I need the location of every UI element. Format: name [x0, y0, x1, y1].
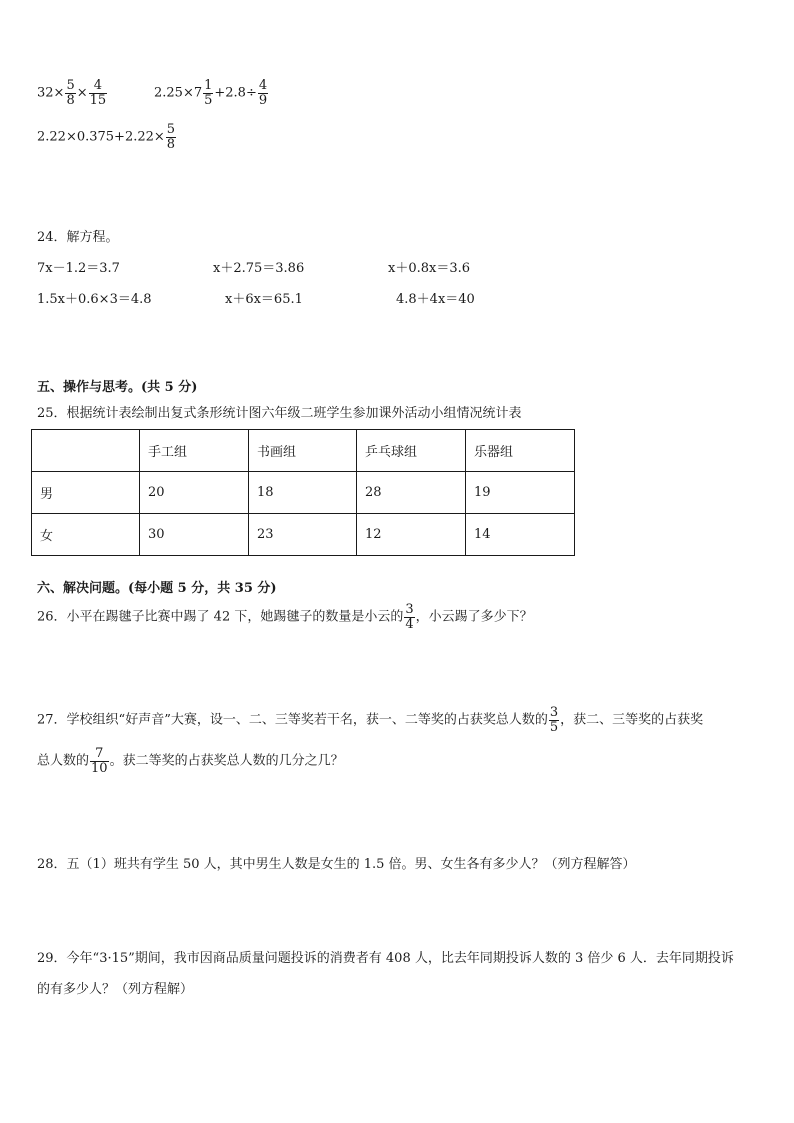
numerator: 3 [549, 705, 559, 720]
section-6-heading: 六、解决问题。(每小题 5 分，共 35 分) [37, 581, 277, 596]
numerator: 3 [405, 602, 414, 617]
table-cell [32, 430, 140, 472]
fraction [166, 123, 176, 151]
denominator: 8 [66, 92, 75, 108]
question-24-title: 24．解方程。 [37, 230, 119, 245]
denominator: 5 [204, 92, 213, 108]
stats-table [31, 429, 575, 556]
table-cell: 18 [249, 472, 357, 514]
table-cell: 乐器组 [466, 430, 575, 472]
equation: x＋6x＝65.1 [225, 292, 303, 307]
fraction [549, 706, 559, 734]
table-row [32, 514, 575, 556]
question-25: 25．根据统计表绘制出复式条形统计图六年级二班学生参加课外活动小组情况统计表 [37, 406, 522, 421]
equation: 1.5x＋0.6×3＝4.8 [37, 292, 152, 307]
question-27-line-1 [37, 706, 703, 734]
table-cell: 14 [466, 514, 575, 556]
equation: x＋0.8x＝3.6 [388, 261, 471, 276]
table-cell: 12 [357, 514, 466, 556]
expr-text: 2.22×0.375+2.22× [37, 129, 165, 145]
equation: 7x－1.2＝3.7 [37, 261, 120, 276]
fraction [203, 79, 213, 107]
table-cell: 男 [32, 472, 140, 514]
denominator: 8 [166, 136, 176, 152]
question-29-line-2: 的有多少人？（列方程解） [37, 982, 194, 997]
denominator: 10 [91, 760, 108, 776]
table-row [32, 472, 575, 514]
numerator: 5 [166, 122, 176, 137]
question-28: 28．五（1）班共有学生 50 人，其中男生人数是女生的 1.5 倍。男、女生各有多少人？（列方程解答） [37, 857, 636, 872]
numerator: 4 [89, 79, 108, 94]
fraction [65, 79, 75, 107]
equation: x＋2.75＝3.86 [213, 261, 305, 276]
numerator: 5 [66, 78, 75, 93]
table-cell: 19 [466, 472, 575, 514]
fraction [258, 79, 268, 107]
table-cell: 20 [140, 472, 249, 514]
question-text: 27．学校组织“好声音”大赛，设一、二、三等奖若干名，获一、二等奖的占获奖总人数的 [37, 712, 548, 728]
question-text: ，获二、三等奖的占获奖 [560, 712, 704, 728]
denominator: 15 [89, 92, 107, 108]
table-cell: 23 [249, 514, 357, 556]
table-cell: 手工组 [140, 430, 249, 472]
question-29-line-1: 29．今年“3·15”期间，我市因商品质量问题投诉的消费者有 408 人，比去年同期投诉人数的 3 倍少 6 人．去年同期投诉 [37, 951, 734, 966]
section-5-heading: 五、操作与思考。(共 5 分) [37, 380, 198, 395]
table-cell: 乒乓球组 [357, 430, 466, 472]
question-26 [37, 603, 533, 631]
table-header-row [32, 430, 575, 472]
expr-text: +2.8÷ [214, 85, 257, 101]
question-text: 总人数的 [37, 753, 90, 769]
question-text: 。获二等奖的占获奖总人数的几分之几？ [109, 753, 344, 769]
calc-expr-2 [154, 79, 269, 107]
calc-expr-3 [37, 123, 177, 151]
expr-text: 2.25×7 [154, 85, 203, 101]
table-cell: 书画组 [249, 430, 357, 472]
fraction [404, 603, 414, 631]
table-cell: 女 [32, 514, 140, 556]
fraction [89, 79, 108, 107]
denominator: 5 [549, 719, 559, 735]
question-text: 26．小平在踢毽子比赛中踢了 42 下，她踢毽子的数量是小云的 [37, 609, 404, 625]
numerator: 7 [90, 747, 109, 762]
table-cell: 28 [357, 472, 466, 514]
equation: 4.8＋4x＝40 [396, 292, 475, 307]
fraction [90, 747, 109, 775]
table-cell: 30 [140, 514, 249, 556]
expr-text: × [76, 85, 88, 101]
numerator: 4 [258, 78, 268, 93]
denominator: 4 [405, 616, 414, 632]
denominator: 9 [258, 92, 268, 108]
expr-text: 32× [37, 85, 65, 101]
calc-expr-1 [37, 79, 108, 107]
question-text: ，小云踢了多少下？ [415, 609, 533, 625]
question-27-line-2 [37, 747, 344, 775]
numerator: 1 [204, 78, 213, 93]
